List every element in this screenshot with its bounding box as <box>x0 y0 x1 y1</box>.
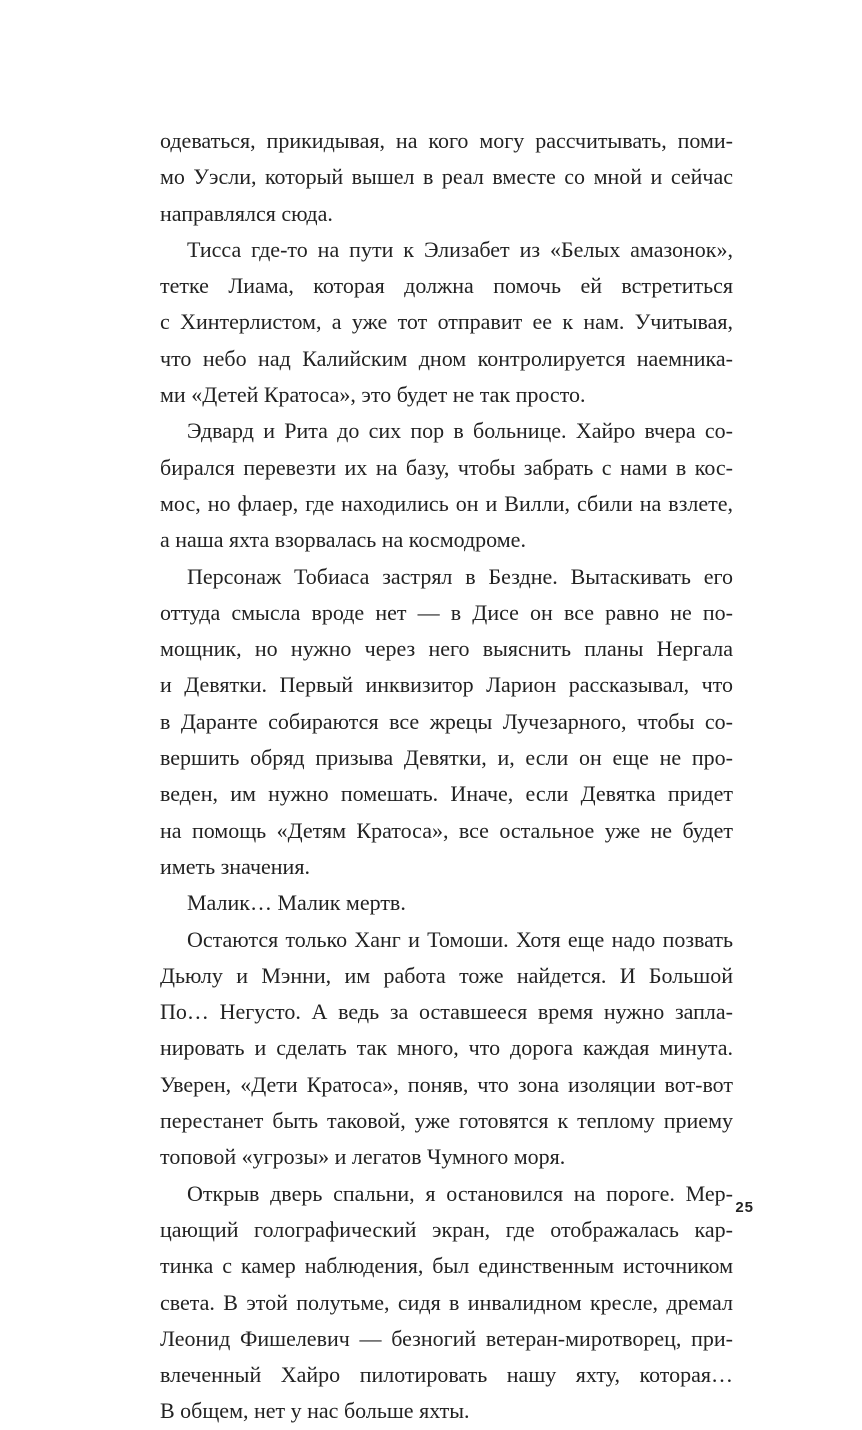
text-line: мос, но флаер, где находились он и Вилли, сбили на взлете, <box>160 490 733 516</box>
page-number: 25 <box>735 1199 754 1216</box>
paragraph <box>160 922 733 1176</box>
text-line: Остаются только Ханг и Томоши. Хотя еще надо позвать <box>187 926 733 952</box>
text-line: Эдвард и Рита до сих пор в больнице. Хайро вчера со- <box>187 418 733 444</box>
text-line: одеваться, прикидывая, на кого могу рассчитывать, поми- <box>160 128 733 153</box>
text-line: Уверен, «Дети Кратоса», поняв, что зона изоляции вот-вот <box>160 1071 733 1097</box>
text-line: Малик… Малик мертв. <box>187 890 406 916</box>
text-line: бирался перевезти их на базу, чтобы забрать с нами в кос- <box>160 454 733 480</box>
text-line: тинка с камер наблюдения, был единственным источником <box>160 1253 733 1279</box>
text-line: мощник, но нужно через него выяснить планы Нергала <box>160 636 733 662</box>
text-line: Персонаж Тобиаса застрял в Бездне. Вытаскивать его <box>187 563 733 589</box>
text-line: в Даранте собираются все жрецы Лучезарного, чтобы со- <box>160 708 733 734</box>
text-line: направлялся сюда. <box>160 200 333 226</box>
text-line: с Хинтерлистом, а уже тот отправит ее к нам. Учитывая, <box>160 309 733 335</box>
paragraph <box>160 559 733 886</box>
text-line: иметь значения. <box>160 853 310 879</box>
text-line: Тисса где-то на пути к Элизабет из «Белых амазонок», <box>187 236 733 262</box>
text-line: Леонид Фишелевич — безногий ветеран-миротворец, при- <box>160 1325 733 1351</box>
text-line: вершить обряд призыва Девятки, и, если он еще не про- <box>160 745 733 771</box>
text-line: Открыв дверь спальни, я остановился на пороге. Мер- <box>187 1180 733 1206</box>
text-line: В общем, нет у нас больше яхты. <box>160 1398 470 1424</box>
text-line: а наша яхта взорвалась на космодроме. <box>160 527 526 553</box>
text-line: нировать и сделать так много, что дорога каждая минута. <box>160 1035 733 1061</box>
text-line: и Девятки. Первый инквизитор Ларион рассказывал, что <box>160 672 733 698</box>
text-line: тетке Лиама, которая должна помочь ей встретиться <box>160 273 733 299</box>
paragraph <box>160 885 733 921</box>
text-line: веден, им нужно помешать. Иначе, если Девятка придет <box>160 781 733 807</box>
text-line: света. В этой полутьме, сидя в инвалидном кресле, дремал <box>160 1289 733 1315</box>
paragraph <box>160 1176 733 1430</box>
body-text <box>160 123 733 1430</box>
paragraph <box>160 232 733 413</box>
text-line: По… Негусто. А ведь за оставшееся время нужно запла- <box>160 999 733 1025</box>
text-line: оттуда смысла вроде нет — в Дисе он все равно не по- <box>160 599 733 625</box>
text-line: топовой «угрозы» и легатов Чумного моря. <box>160 1144 566 1170</box>
text-line: ми «Детей Кратоса», это будет не так просто. <box>160 382 586 408</box>
text-line: цающий голографический экран, где отображалась кар- <box>160 1216 733 1242</box>
text-line: на помощь «Детям Кратоса», все остальное уже не будет <box>160 817 733 843</box>
text-line: что небо над Калийским дном контролируется наемника- <box>160 345 733 371</box>
text-line: влеченный Хайро пилотировать нашу яхту, которая… <box>160 1362 733 1388</box>
paragraph <box>160 413 733 558</box>
text-line: Дьюлу и Мэнни, им работа тоже найдется. И Большой <box>160 962 733 988</box>
text-line: перестанет быть таковой, уже готовятся к теплому приему <box>160 1108 733 1134</box>
text-line: мо Уэсли, который вышел в реал вместе со мной и сейчас <box>160 164 733 190</box>
paragraph <box>160 123 733 232</box>
